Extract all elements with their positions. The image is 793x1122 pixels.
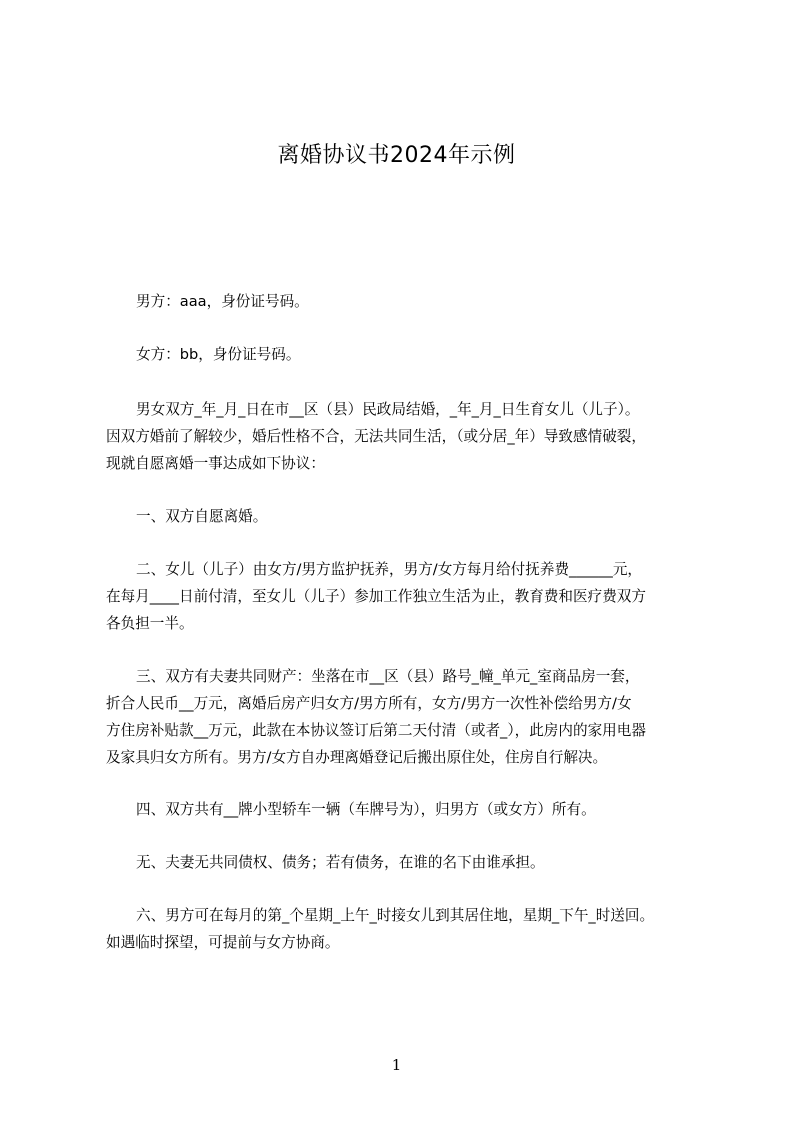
paragraph-clause-1 [106, 503, 704, 530]
paragraph-clause-2 [106, 556, 704, 637]
text-line: 女方：bb，身份证号码。 [136, 346, 301, 363]
paragraph-female-party [106, 341, 704, 368]
page-number: 1 [391, 1056, 402, 1074]
text-line: 一、双方自愿离婚。 [136, 508, 268, 525]
text-line: 六、男方可在每月的第_个星期_上午_时接女儿到其居住地，星期_下午_时送回。 [136, 907, 655, 924]
text-line: 四、双方共有__牌小型轿车一辆（车牌号为），归男方（或女方）所有。 [136, 801, 596, 818]
text-line: 及家具归女方所有。男方/女方自办理离婚登记后搬出原住处，住房自行解决。 [106, 749, 608, 766]
text-line: 各负担一半。 [106, 615, 194, 632]
text-line: 无、夫妻无共同债权、债务；若有债务，在谁的名下由谁承担。 [136, 854, 545, 871]
text-line: 折合人民币__万元，离婚后房产归女方/男方所有，女方/男方一次性补偿给男方/女 [106, 695, 632, 712]
text-line: 因双方婚前了解较少，婚后性格不合，无法共同生活，（或分居_年）导致感情破裂， [106, 428, 646, 445]
document-title: 离婚协议书2024年示例 [277, 143, 516, 168]
text-line: 三、双方有夫妻共同财产：坐落在市__区（县）路号_幢_单元_室商品房一套， [136, 668, 640, 685]
text-line: 二、女儿（儿子）由女方/男方监护抚养，男方/女方每月给付抚养费______元， [136, 561, 643, 578]
paragraph-male-party [106, 288, 704, 315]
paragraph-clause-3 [106, 663, 704, 771]
text-line: 现就自愿离婚一事达成如下协议： [106, 455, 325, 472]
text-line: 在每月____日前付清，至女儿（儿子）参加工作独立生活为止，教育费和医疗费双方 [106, 588, 646, 605]
text-line: 如遇临时探望，可提前与女方协商。 [106, 934, 340, 951]
text-line: 男方：aaa，身份证号码。 [136, 293, 309, 310]
paragraph-clause-4 [106, 796, 704, 823]
text-line: 方住房补贴款__万元，此款在本协议签订后第二天付清（或者_），此房内的家用电器 [106, 722, 646, 739]
paragraph-clause-5 [106, 849, 704, 876]
paragraph-clause-6 [106, 902, 704, 956]
paragraph-marriage-background [106, 396, 704, 477]
text-line: 男女双方_年_月_日在市__区（县）民政局结婚，_年_月_日生育女儿（儿子）。 [136, 401, 640, 418]
